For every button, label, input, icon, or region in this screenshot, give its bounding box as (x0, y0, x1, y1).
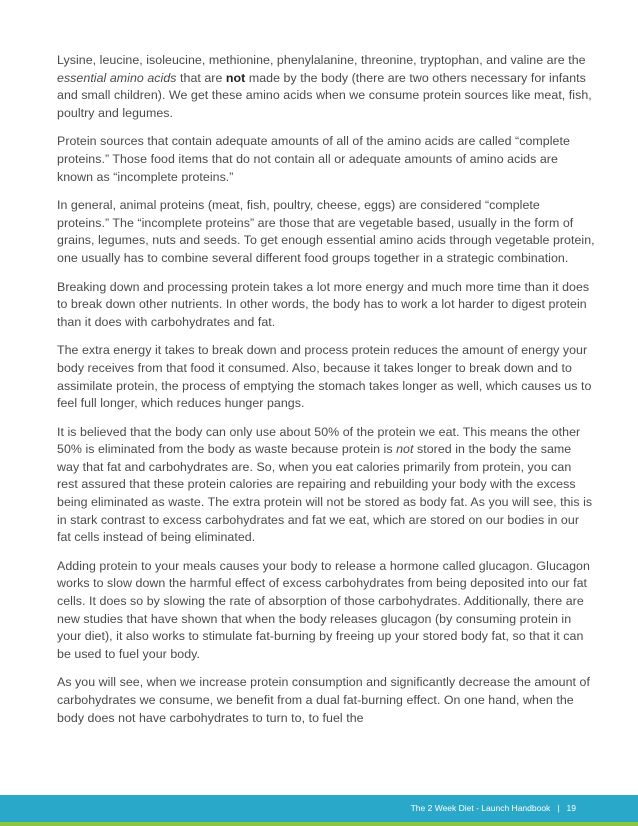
paragraph (57, 279, 595, 332)
text-segment: Breaking down and processing protein takes a lot more energy and much more time than it does to break down other nutrients. In other words, the body has to work a lot harder to digest protein than it does with carbohydrates and fat. (57, 279, 590, 329)
text-segment: stored in the body the same way that fat and carbohydrates are. So, when you eat calories primarily from protein, you can rest assured that these protein calories are repairing and rebuilding your body with the excess being eliminated as waste. The extra protein will not be stored as body fat. As you will see, this is in stark contrast to excess carbohydrates and fat we eat, which are stored on our bodies in our fat cells instead of being eliminated. (57, 442, 593, 545)
paragraph (57, 133, 595, 186)
text-segment: Protein sources that contain adequate amounts of all of the amino acids are called “complete proteins.” Those food items that do not contain all or adequate amounts of amino acids are known as “incomplete proteins.” (57, 134, 570, 184)
text-segment: It is believed that the body can only use about 50% of the protein we eat. This means the other 50% is eliminated from the body as waste because protein is (57, 424, 581, 457)
text-segment: essential amino acids (57, 70, 177, 85)
text-segment: In general, animal proteins (meat, fish, poultry, cheese, eggs) are considered “complete proteins.” The “incomplete proteins” are those that are vegetable based, usually in the form of grains, legumes, nuts and seeds. To get enough essential amino acids through vegetable protein, one usually has to combine several different food groups together in a strategic combination. (57, 198, 595, 265)
footer-bar (0, 795, 638, 822)
text-segment: Adding protein to your meals causes your body to release a hormone called glucagon. Glucagon works to slow down the harmful effect of excess carbohydrates from being deposited into our fat cells. It does so by slowing the rate of absorption of those carbohydrates. Additionally, there are new studies that have shown that when the body releases glucagon (by consuming protein in your diet), it also works to stimulate fat-burning by freeing up your stored body fat, so that it can be used to fuel your body. (57, 558, 590, 661)
text-segment: not (225, 70, 246, 85)
text-segment: Lysine, leucine, isoleucine, methionine, phenylalanine, threonine, tryptophan, and valine are the (57, 53, 586, 67)
text-segment: not (396, 442, 414, 457)
footer-title: The 2 Week Diet - Launch Handbook (410, 803, 551, 813)
paragraph (57, 342, 595, 412)
text-segment: The extra energy it takes to break down and process protein reduces the amount of energy your body receives from that food it consumed. Also, because it takes longer to break down and to assimilate protein, the process of emptying the stomach takes longer as well, which causes us to feel full longer, which reduces hunger pangs. (57, 343, 592, 411)
paragraph (57, 558, 595, 664)
text-segment: that are (176, 70, 226, 85)
footer-separator: | (557, 803, 560, 813)
paragraph (57, 424, 595, 547)
footer-text (411, 795, 576, 822)
paragraph (57, 52, 595, 122)
paragraph (57, 674, 595, 727)
footer-accent-line (0, 822, 638, 826)
page-number: 19 (566, 803, 576, 813)
paragraph (57, 197, 595, 267)
document-body (57, 52, 595, 738)
text-segment: made by the body (there are two others necessary for infants and small children). We get these amino acids when we consume protein sources like meat, fish, poultry and legumes. (57, 70, 592, 120)
text-segment: As you will see, when we increase protein consumption and significantly decrease the amount of carbohydrates we consume, we benefit from a dual fat-burning effect. On one hand, when the body does not have carbohydrates to turn to, to fuel the (57, 675, 590, 725)
